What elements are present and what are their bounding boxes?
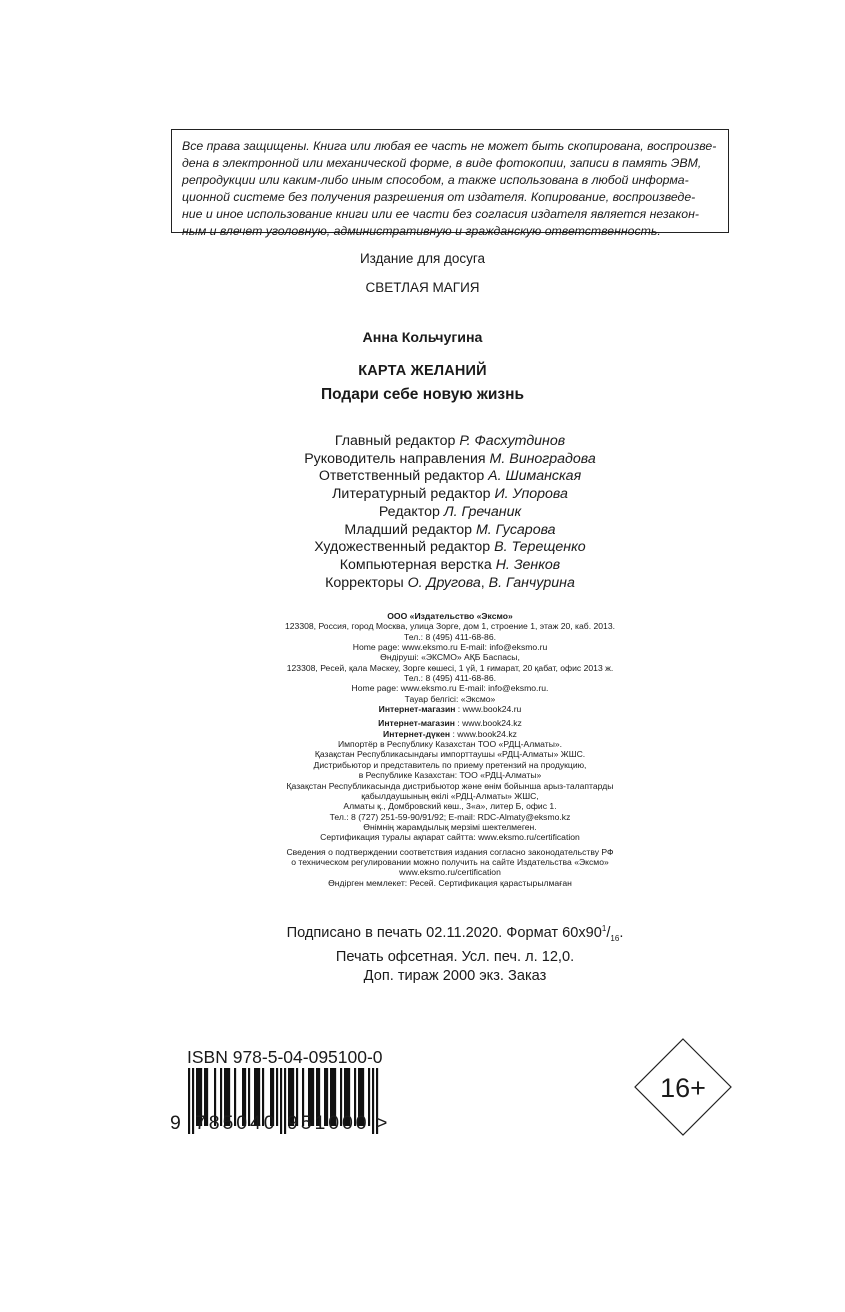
- imprint-line: Қазақстан Республикасында дистрибьютор және өнім бойынша арыз-талаптарды: [286, 780, 614, 791]
- author-name: Анна Кольчугина: [362, 330, 483, 346]
- staff-line: [0, 486, 845, 504]
- copyright-line: ние и иное использование книги или ее части без согласия издателя является незакон-: [182, 207, 699, 221]
- imprint-line: Қазақстан Республикасындағы импорттаушы «РДЦ-Алматы» ЖШС.: [314, 749, 586, 760]
- staff-role: Корректоры: [325, 574, 404, 591]
- staff-line: [0, 433, 845, 451]
- trademark-kz: Тауар белгісі: «Эксмо»: [404, 693, 496, 704]
- staff-role: Редактор: [378, 503, 440, 520]
- producer-kz: Өндіруші: «ЭКСМО» АҚБ Баспасы,: [380, 652, 520, 663]
- imprint-line: Дистрибьютор и представитель по приему претензий на продукцию,: [313, 759, 587, 770]
- publisher-phone: Тел.: 8 (495) 411-68-86.: [404, 631, 496, 642]
- copyright-line: дена в электронной или механической форме, в виде фотокопии, записи в память ЭВМ,: [182, 156, 702, 170]
- editorial-staff: [0, 433, 845, 592]
- copyright-line: ционной системе без получения разрешения от издателя. Копирование, воспроизведе-: [182, 190, 696, 204]
- publisher-web: Home page: www.eksmo.ru E-mail: info@eksmo.ru: [352, 642, 548, 653]
- format-fraction-denominator: 16: [610, 933, 620, 943]
- staff-role: Руководитель направления: [304, 450, 486, 467]
- imprint-line: Тел.: 8 (727) 251-59-90/91/92; E-mail: RDC-Almaty@eksmo.kz: [329, 811, 571, 822]
- copyright-notice: [171, 129, 729, 238]
- staff-name: А. Шиманская: [488, 468, 582, 485]
- print-line-end: .: [619, 924, 624, 941]
- staff-line: [0, 557, 845, 575]
- staff-name: М. Виноградова: [489, 450, 596, 467]
- staff-line: [0, 575, 845, 593]
- print-line-2: Печать офсетная. Усл. печ. л. 12,0.: [335, 948, 575, 965]
- imprint-line: Өндірген мемлекет: Ресей. Сертификация қарастырылмаған: [328, 877, 572, 888]
- print-info: [0, 919, 845, 986]
- barcode-first-digit: 9: [170, 1112, 181, 1134]
- staff-name: Р. Фасхутдинов: [459, 433, 566, 449]
- staff-role: Главный редактор: [334, 433, 456, 449]
- imprint-line: Сведения о подтверждении соответствия издания согласно законодательству РФ: [286, 846, 614, 857]
- staff-name: М. Гусарова: [475, 521, 556, 538]
- age-rating-badge: [634, 1038, 732, 1136]
- print-line-1: Подписано в печать 02.11.2020. Формат $60x90^1/_{16}$.: [286, 924, 624, 943]
- staff-name: Л. Гречаник: [443, 503, 522, 520]
- imprint-line: қабылдаушының өкілі «РДЦ-Алматы» ЖШС,: [361, 790, 539, 801]
- staff-role: Младший редактор: [344, 521, 472, 538]
- shop-label: Интернет-магазин: [378, 718, 455, 729]
- staff-line: [0, 522, 845, 540]
- online-shop-ru: [0, 704, 845, 714]
- barcode-bar: [372, 1068, 374, 1134]
- copyright-line: ным и влечет уголовную, административную и гражданскую ответственность.: [182, 224, 661, 238]
- barcode-bar: [192, 1068, 194, 1134]
- publisher-name: ООО «Издательство «Эксмо»: [387, 611, 513, 621]
- barcode-left-group: 785040: [195, 1112, 278, 1134]
- copyright-line: Все права защищены. Книга или любая ее часть не может быть скопирована, воспроизве-: [182, 139, 717, 153]
- staff-role: Литературный редактор: [332, 486, 491, 503]
- web-kz: Home page: www.eksmo.ru E-mail: info@eksmo.ru.: [351, 683, 549, 694]
- staff-separator: ,: [480, 574, 489, 591]
- isbn-number: ISBN 978-5-04-095100-0: [187, 1047, 383, 1067]
- staff-line: [0, 504, 845, 522]
- online-shop-kz: [0, 718, 845, 728]
- staff-role: Ответственный редактор: [318, 468, 485, 485]
- staff-role: Компьютерная верстка: [339, 556, 492, 573]
- imprint-line: в Республике Казахстан: ТОО «РДЦ-Алматы»: [358, 770, 542, 781]
- shop-label: Интернет-магазин: [378, 704, 456, 715]
- shop-url: : www.book24.kz: [450, 728, 517, 739]
- print-signed: Подписано в печать 02.11.2020. Формат 60x90: [286, 924, 602, 941]
- address-kz: 123308, Ресей, қала Мәскеу, Зорге көшесі, 1 үй, 1 ғимарат, 20 қабат, офис 2013 ж.: [286, 662, 614, 673]
- series-name: СВЕТЛАЯ МАГИЯ: [365, 280, 480, 295]
- staff-line: [0, 539, 845, 557]
- online-shop-kz2: [0, 729, 845, 739]
- barcode-bar: [280, 1068, 282, 1134]
- barcode-bar: [284, 1068, 286, 1134]
- format-fraction-numerator: 1: [601, 924, 607, 933]
- imprint-line: Өнімнің жарамдылық мерзімі шектелмеген.: [363, 821, 537, 832]
- imprint-line: о техническом регулировании можно получить на сайте Издательства «Эксмо»: [291, 856, 609, 867]
- staff-name: В. Ганчурина: [488, 574, 575, 591]
- imprint-line: Алматы қ., Домбровский көш., 3«а», литер Б, офис 1.: [343, 801, 557, 812]
- staff-name: О. Другова: [407, 574, 481, 591]
- staff-line: [0, 451, 845, 469]
- staff-name: Н. Зенков: [495, 556, 561, 573]
- imprint-line: www.eksmo.ru/certification: [399, 867, 501, 878]
- staff-line: [0, 468, 845, 486]
- shop-url: : www.book24.kz: [454, 718, 522, 729]
- copyright-line: репродукции или каким-либо иным способом, а также использована в любой информа-: [182, 173, 689, 187]
- age-rating-text: 16+: [660, 1073, 706, 1103]
- publisher-imprint: [0, 611, 845, 888]
- print-line-3: Доп. тираж 2000 экз. Заказ: [363, 967, 547, 984]
- phone-kz: Тел.: 8 (495) 411-68-86.: [404, 673, 496, 684]
- barcode-end-mark: >: [376, 1112, 388, 1134]
- imprint-line: Сертификация туралы ақпарат сайтта: www.eksmo.ru/certification: [320, 832, 580, 843]
- edition-type: Издание для досуга: [359, 251, 486, 266]
- imprint-line: Импортёр в Республику Казахстан ТОО «РДЦ-Алматы».: [337, 739, 563, 750]
- shop-label: Интернет-дүкен: [383, 728, 451, 739]
- publisher-address: 123308, Россия, город Москва, улица Зорге, дом 1, строение 1, этаж 20, каб. 2013.: [285, 621, 615, 632]
- book-title: КАРТА ЖЕЛАНИЙ: [358, 363, 487, 379]
- barcode-right-group: 951000: [287, 1112, 370, 1134]
- book-subtitle: Подари себе новую жизнь: [321, 386, 524, 403]
- shop-url: : www.book24.ru: [455, 704, 522, 715]
- staff-name: В. Терещенко: [494, 539, 586, 556]
- staff-role: Художественный редактор: [314, 539, 491, 556]
- staff-name: И. Упорова: [494, 486, 568, 503]
- barcode-bar: [188, 1068, 190, 1134]
